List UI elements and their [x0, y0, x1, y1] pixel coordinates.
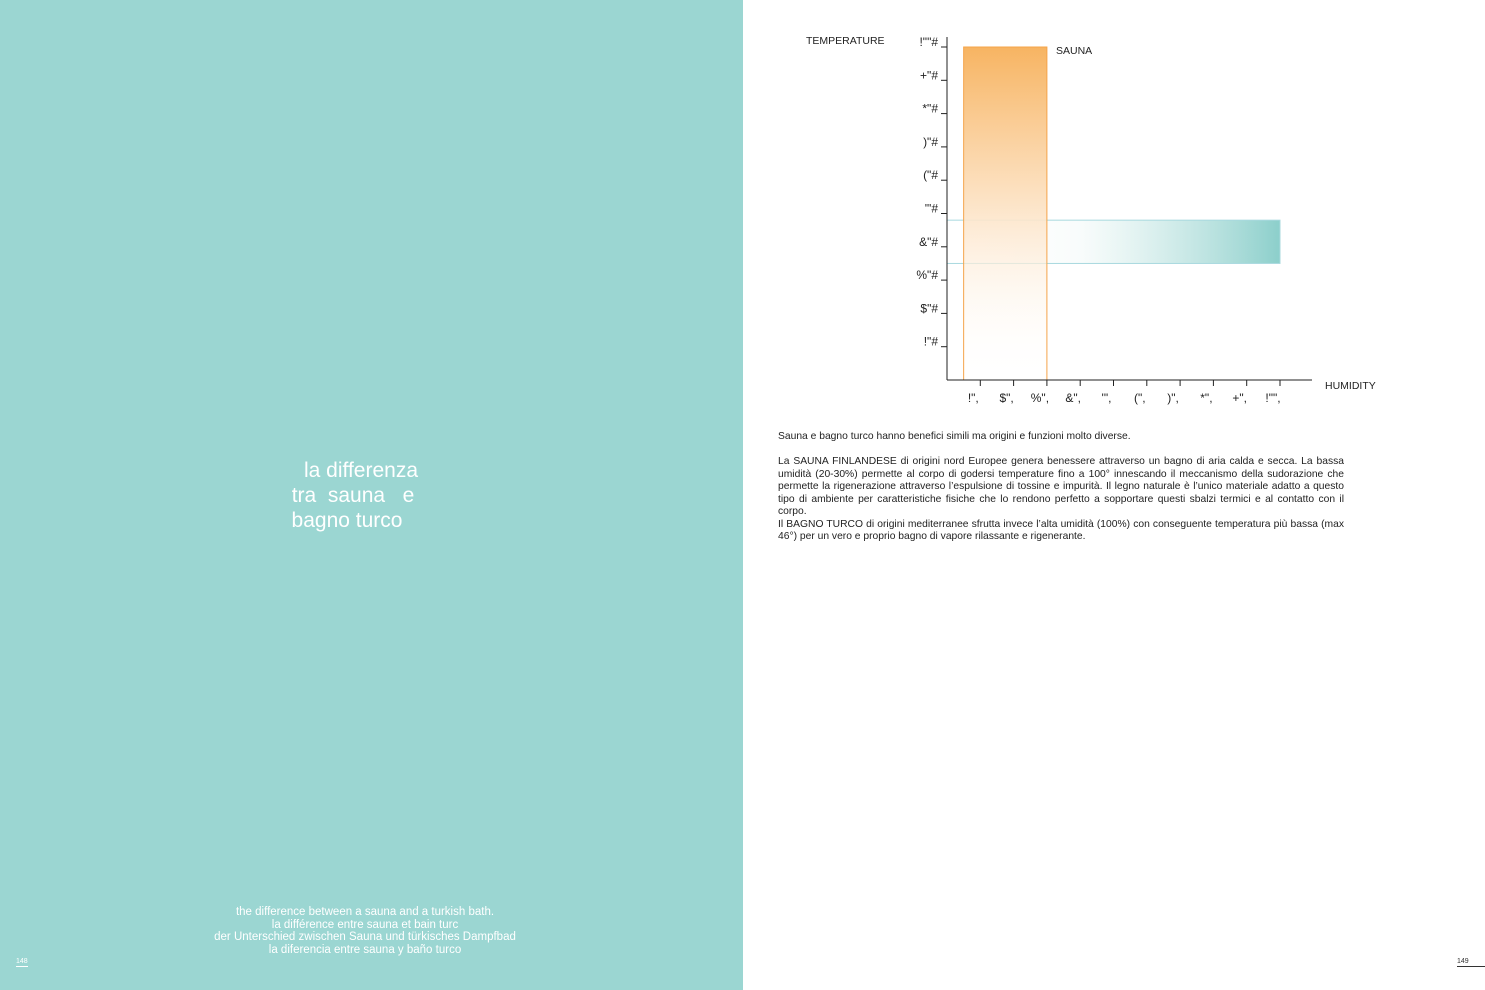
x-tick-label: '",: [1101, 391, 1112, 405]
subtitle-line-fr: la différence entre sauna et bain turc: [271, 918, 459, 931]
y-tick-label: &"#: [919, 234, 938, 249]
y-tick-label: ("#: [923, 168, 938, 183]
sauna-bar: [964, 47, 1047, 380]
y-tick-label: %"#: [916, 268, 938, 283]
subtitle-line-es: la diferencia entre sauna y baño turco: [268, 943, 462, 956]
y-tick-label: !""#: [919, 35, 938, 49]
y-axis-label: TEMPERATURE: [806, 35, 885, 47]
subtitle-line-de: der Unterschied zwischen Sauna und türkisches Dampfbad: [214, 931, 516, 943]
y-tick-label: $"#: [920, 301, 938, 316]
y-tick-label: !"#: [923, 334, 938, 349]
y-tick-label: +"#: [920, 68, 938, 83]
y-tick-label: *"#: [922, 101, 938, 116]
x-tick-label: *",: [1200, 391, 1213, 405]
y-tick-label: '"#: [924, 201, 938, 216]
sauna-series-label: SAUNA: [1056, 45, 1093, 57]
subtitle-line-en: the difference between a sauna and a turkish bath.: [235, 906, 495, 918]
page-number-left: 148: [16, 958, 28, 965]
x-tick-label: +",: [1232, 391, 1248, 405]
x-tick-label: %",: [1030, 391, 1050, 405]
title-line-3: bagno turco: [291, 509, 403, 532]
x-tick-label: &",: [1065, 391, 1082, 405]
title-line-1: la differenza: [303, 459, 419, 482]
paragraph-sauna: La SAUNA FINLANDESE di origini nord Europee genera benessere attraverso un bagno di aria calda e secca. La bassa umidità (20-30%) permette al corpo di godersi temperature fino a 100° innescando il meccanismo della sudorazione che permette la rigenerazione attraverso l’espulsione di tossine e impurità. Il legno naturale è l’unico materiale adatto a questo tipo di ambiente per caratteristiche fisiche che lo rendono perfetto a sopportare questi sbalzi termici e al contatto con il corpo.: [778, 456, 1344, 517]
y-tick-label: )"#: [923, 134, 938, 149]
body-text: [778, 431, 1344, 544]
x-tick-label: !"",: [1265, 391, 1281, 405]
x-tick-label: )",: [1167, 391, 1179, 405]
x-tick-label: (",: [1134, 391, 1146, 405]
x-tick-label: $",: [999, 391, 1014, 405]
x-axis-label: HUMIDITY: [1325, 380, 1376, 392]
paragraph-turkish-bath: Il BAGNO TURCO di origini mediterranee sfrutta invece l’alta umidità (100%) con conseguente temperatura più bassa (max 46°) per un vero e proprio bagno di vapore rilassante e rigenerante.: [778, 518, 1344, 542]
x-tick-label: !",: [967, 391, 979, 405]
title-line-2: tra sauna e: [291, 484, 415, 507]
page-number-right: 149: [1457, 958, 1485, 967]
paragraph-intro: Sauna e bagno turco hanno benefici simili ma origini e funzioni molto diverse.: [778, 431, 1131, 442]
